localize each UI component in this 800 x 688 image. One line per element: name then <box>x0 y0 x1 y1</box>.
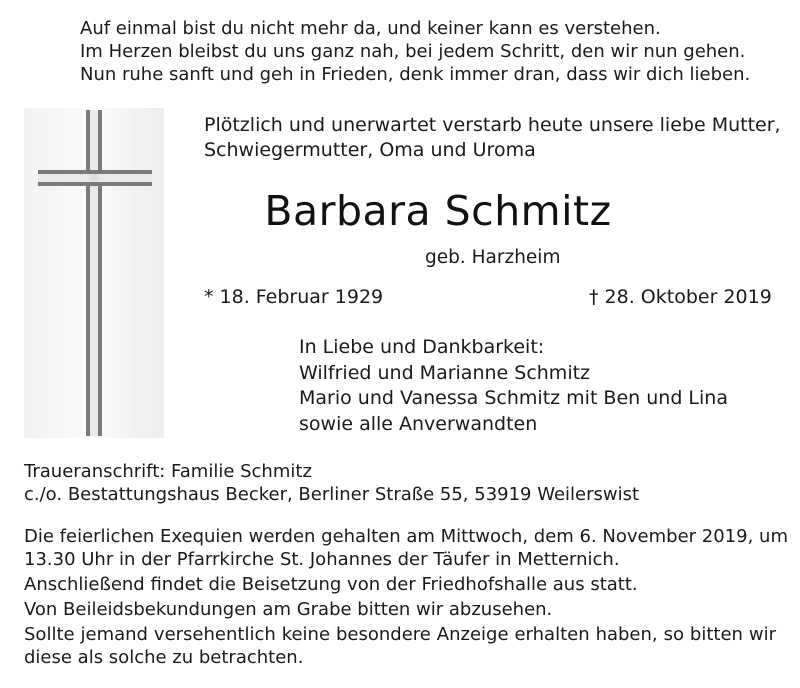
poem-line: Auf einmal bist du nicht mehr da, und keiner kann es verstehen. <box>80 18 661 39</box>
mourner-line: sowie alle Anverwandten <box>299 412 538 435</box>
intro-text <box>204 113 781 163</box>
service-notes <box>24 525 788 671</box>
birth-name: geb. Harzheim <box>425 247 561 268</box>
mourner-line: Wilfried und Marianne Schmitz <box>299 361 591 384</box>
notice-note <box>24 623 776 669</box>
birth-date: * 18. Februar 1929 <box>204 286 384 308</box>
exequies-line: Die feierlichen Exequien werden gehalten am Mittwoch, dem 6. November 2019, um <box>24 526 788 547</box>
intro-line: Plötzlich und unerwartet verstarb heute unsere liebe Mutter, <box>204 114 781 136</box>
poem <box>80 17 750 86</box>
notice-line: Sollte jemand versehentlich keine besondere Anzeige erhalten haben, so bitten wir <box>24 624 776 645</box>
burial-note: Anschließend findet die Beisetzung von der Friedhofshalle aus statt. <box>24 574 638 595</box>
address-line: Traueranschrift: Familie Schmitz <box>24 461 312 482</box>
mourners-heading: In Liebe und Dankbarkeit: <box>299 336 545 358</box>
cross-icon <box>24 108 164 438</box>
exequies-line: 13.30 Uhr in der Pfarrkirche St. Johannes der Täufer in Metternich. <box>24 549 620 570</box>
deceased-name: Barbara Schmitz <box>264 187 612 235</box>
mourning-address <box>24 460 639 506</box>
address-line: c./o. Bestattungshaus Becker, Berliner Straße 55, 53919 Weilerswist <box>24 484 640 505</box>
notice-line: diese als solche zu betrachten. <box>24 647 304 668</box>
condolences-note: Von Beileidsbekundungen am Grabe bitten wir abzusehen. <box>24 599 553 620</box>
death-date: † 28. Oktober 2019 <box>589 286 772 308</box>
poem-line: Im Herzen bleibst du uns ganz nah, bei jedem Schritt, den wir nun gehen. <box>80 41 746 62</box>
mourner-line: Mario und Vanessa Schmitz mit Ben und Lina <box>299 387 728 409</box>
poem-line: Nun ruhe sanft und geh in Frieden, denk immer dran, dass wir dich lieben. <box>80 64 751 85</box>
intro-line: Schwiegermutter, Oma und Uroma <box>204 139 536 161</box>
exequies-note <box>24 525 788 571</box>
mourners <box>299 335 728 437</box>
